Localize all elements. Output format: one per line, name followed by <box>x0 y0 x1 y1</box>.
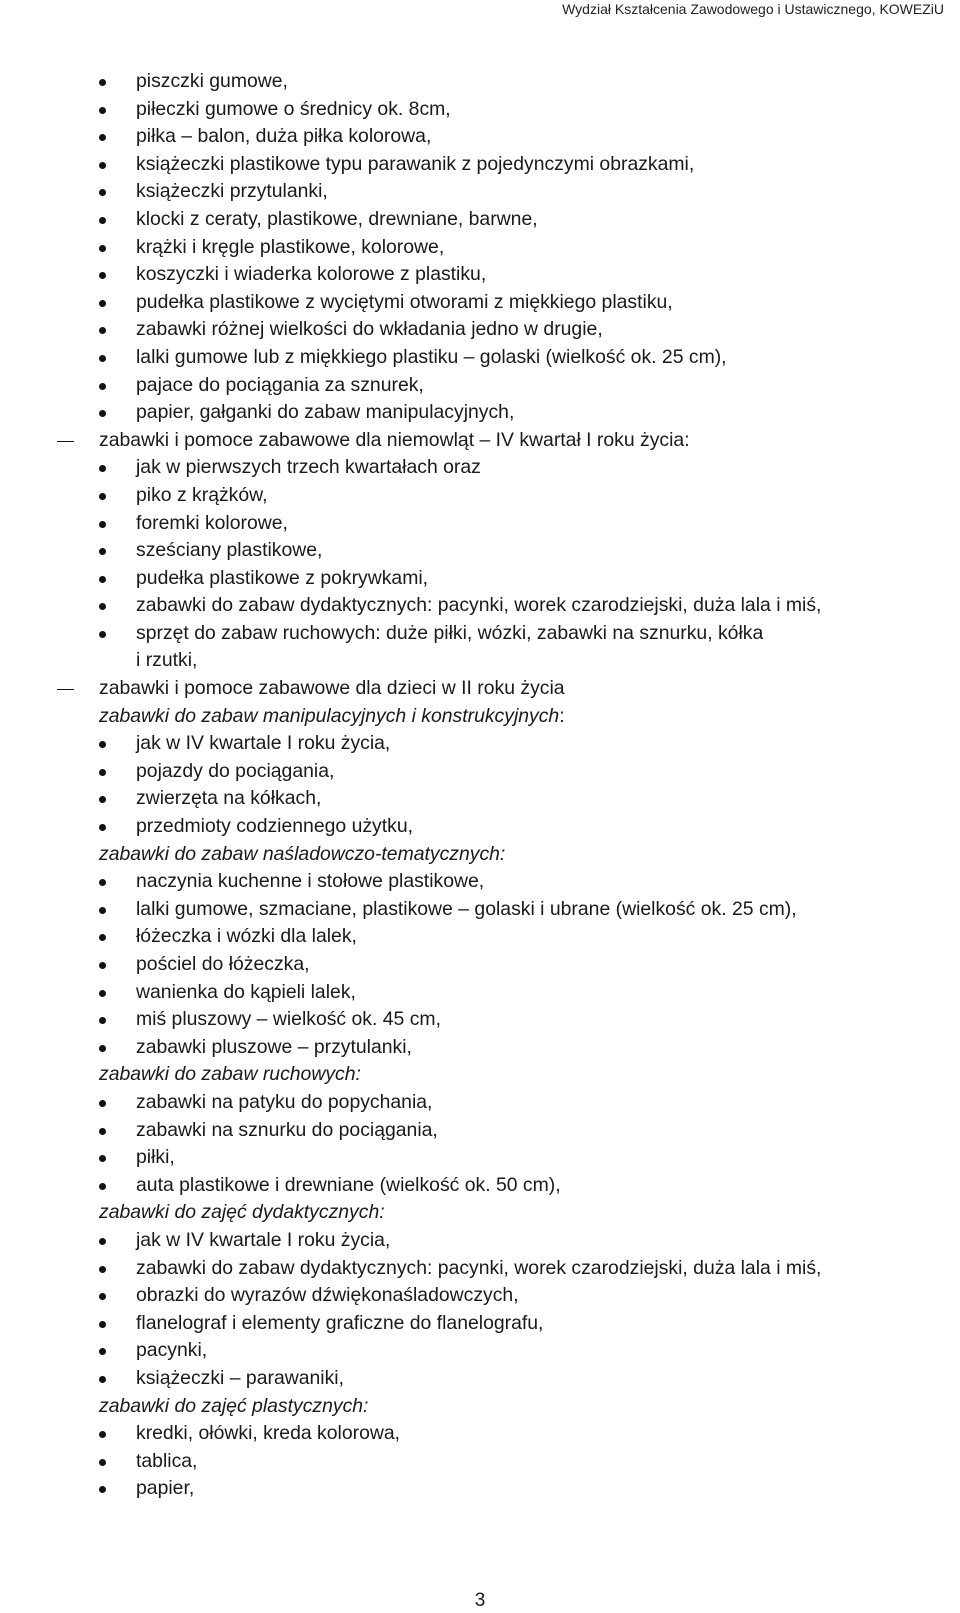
document-body <box>0 68 960 1503</box>
line-text: książeczki przytulanki, <box>136 180 328 203</box>
bullet-item <box>0 289 960 317</box>
bullet-item <box>0 1420 960 1448</box>
bullet-icon <box>99 769 106 776</box>
dash-item <box>0 675 960 703</box>
bullet-item <box>0 206 960 234</box>
bullet-item <box>0 372 960 400</box>
bullet-icon <box>99 1238 106 1245</box>
bullet-item <box>0 758 960 786</box>
bullet-item <box>0 234 960 262</box>
bullet-item <box>0 1089 960 1117</box>
bullet-item <box>0 510 960 538</box>
bullet-item <box>0 868 960 896</box>
page-number: 3 <box>474 1590 486 1611</box>
bullet-icon <box>99 1183 106 1190</box>
bullet-item <box>0 730 960 758</box>
bullet-item <box>0 399 960 427</box>
subheading <box>0 703 960 731</box>
line-text: piłka – balon, duża piłka kolorowa, <box>136 125 432 148</box>
bullet-icon <box>99 1293 106 1300</box>
bullet-icon <box>99 410 106 417</box>
line-text: pudełka plastikowe z pokrywkami, <box>136 566 429 589</box>
bullet-item <box>0 979 960 1007</box>
bullet-item <box>0 1475 960 1503</box>
bullet-icon <box>99 300 106 307</box>
bullet-icon <box>99 134 106 141</box>
bullet-item <box>0 344 960 372</box>
bullet-item <box>0 1365 960 1393</box>
bullet-icon <box>99 1266 106 1273</box>
line-suffix: : <box>559 704 565 727</box>
line-text: sprzęt do zabaw ruchowych: duże piłki, wózki, zabawki na sznurku, kółka <box>136 621 764 644</box>
bullet-item <box>0 785 960 813</box>
line-text: piszczki gumowe, <box>136 70 288 92</box>
subheading <box>0 1199 960 1227</box>
line-text: i rzutki, <box>136 649 198 672</box>
continuation-line <box>0 647 960 675</box>
line-text: naczynia kuchenne i stołowe plastikowe, <box>136 870 485 893</box>
bullet-icon <box>99 1431 106 1438</box>
bullet-item <box>0 1448 960 1476</box>
bullet-icon <box>99 272 106 279</box>
line-text: zabawki na patyku do popychania, <box>136 1090 433 1113</box>
bullet-item <box>0 261 960 289</box>
bullet-item <box>0 178 960 206</box>
bullet-icon <box>99 1348 106 1355</box>
line-text: lalki gumowe, szmaciane, plastikowe – golaski i ubrane (wielkość ok. 25 cm), <box>136 897 797 920</box>
bullet-icon <box>99 548 106 555</box>
line-text: foremki kolorowe, <box>136 511 288 534</box>
bullet-item <box>0 316 960 344</box>
bullet-icon <box>99 907 106 914</box>
line-text: zabawki do zabaw dydaktycznych: pacynki, worek czarodziejski, duża lala i miś, <box>136 594 822 617</box>
bullet-item <box>0 537 960 565</box>
bullet-icon <box>99 1100 106 1107</box>
bullet-icon <box>99 824 106 831</box>
bullet-icon <box>99 879 106 886</box>
dash-icon <box>57 441 74 442</box>
bullet-icon <box>99 1045 106 1052</box>
dash-item <box>0 427 960 455</box>
bullet-icon <box>99 383 106 390</box>
bullet-icon <box>99 741 106 748</box>
line-text: zabawki i pomoce zabawowe dla niemowląt – IV kwartał I roku życia: <box>99 428 690 451</box>
line-text: zabawki różnej wielkości do wkładania jedno w drugie, <box>136 318 603 341</box>
line-text: pajace do pociągania za sznurek, <box>136 373 424 396</box>
bullet-icon <box>99 355 106 362</box>
bullet-icon <box>99 521 106 528</box>
bullet-icon <box>99 245 106 252</box>
line-text: obrazki do wyrazów dźwiękonaśladowczych, <box>136 1284 519 1307</box>
bullet-icon <box>99 603 106 610</box>
bullet-item <box>0 151 960 179</box>
line-text: flanelograf i elementy graficzne do flanelografu, <box>136 1311 544 1334</box>
subheading <box>0 1061 960 1089</box>
line-text: miś pluszowy – wielkość ok. 45 cm, <box>136 1008 441 1031</box>
line-text: pościel do łóżeczka, <box>136 953 310 975</box>
bullet-item <box>0 1172 960 1200</box>
bullet-icon <box>99 1155 106 1162</box>
bullet-icon <box>99 79 106 86</box>
bullet-item <box>0 1337 960 1365</box>
bullet-item <box>0 1117 960 1145</box>
bullet-icon <box>99 631 106 638</box>
bullet-icon <box>99 1017 106 1024</box>
running-header: Wydział Kształcenia Zawodowego i Ustawicznego, KOWEZiU <box>562 1 944 17</box>
line-text: pojazdy do pociągania, <box>136 759 335 782</box>
line-text: kredki, ołówki, kreda kolorowa, <box>136 1422 401 1445</box>
bullet-icon <box>99 1376 106 1383</box>
bullet-item <box>0 1006 960 1034</box>
line-text: zabawki na sznurku do pociągania, <box>136 1118 438 1141</box>
line-text: papier, gałganki do zabaw manipulacyjnych, <box>136 401 515 424</box>
line-text: zabawki pluszowe – przytulanki, <box>136 1035 412 1058</box>
bullet-item <box>0 620 960 648</box>
line-text: piko z krążków, <box>136 483 268 506</box>
line-text: pacynki, <box>136 1339 208 1362</box>
bullet-item <box>0 951 960 979</box>
bullet-icon <box>99 962 106 969</box>
bullet-icon <box>99 990 106 997</box>
line-text: jak w pierwszych trzech kwartałach oraz <box>136 456 481 479</box>
bullet-item <box>0 1310 960 1338</box>
bullet-item <box>0 123 960 151</box>
bullet-icon <box>99 796 106 803</box>
line-text: auta plastikowe i drewniane (wielkość ok. 50 cm), <box>136 1173 561 1196</box>
line-text: jak w IV kwartale I roku życia, <box>136 732 391 755</box>
line-text: zabawki do zabaw ruchowych: <box>99 1063 361 1086</box>
line-text: koszyczki i wiaderka kolorowe z plastiku, <box>136 263 487 286</box>
line-text: zabawki do zabaw naśladowczo-tematycznych: <box>99 842 506 865</box>
bullet-item <box>0 1227 960 1255</box>
bullet-item <box>0 896 960 924</box>
line-text: zabawki do zajęć dydaktycznych: <box>99 1201 385 1224</box>
line-text: łóżeczka i wózki dla lalek, <box>136 925 357 948</box>
bullet-icon <box>99 107 106 114</box>
line-text: wanienka do kąpieli lalek, <box>136 980 356 1003</box>
bullet-item <box>0 813 960 841</box>
line-text: zwierzęta na kółkach, <box>136 787 322 810</box>
line-text: zabawki do zabaw manipulacyjnych i konstrukcyjnych <box>99 704 560 727</box>
bullet-icon <box>99 217 106 224</box>
dash-icon <box>57 689 74 690</box>
line-text: lalki gumowe lub z miękkiego plastiku – golaski (wielkość ok. 25 cm), <box>136 345 727 368</box>
line-text: piłeczki gumowe o średnicy ok. 8cm, <box>136 97 451 120</box>
line-text: zabawki i pomoce zabawowe dla dzieci w II roku życia <box>99 677 565 700</box>
bullet-icon <box>99 1321 106 1328</box>
line-text: przedmioty codziennego użytku, <box>136 815 414 838</box>
line-text: książeczki – parawaniki, <box>136 1366 344 1389</box>
line-text: zabawki do zabaw dydaktycznych: pacynki, worek czarodziejski, duża lala i miś, <box>136 1256 822 1279</box>
line-text: jak w IV kwartale I roku życia, <box>136 1228 391 1251</box>
bullet-item <box>0 923 960 951</box>
bullet-item <box>0 592 960 620</box>
bullet-icon <box>99 162 106 169</box>
line-text: pudełka plastikowe z wyciętymi otworami z miękkiego plastiku, <box>136 290 673 313</box>
line-text: sześciany plastikowe, <box>136 539 323 562</box>
bullet-item <box>0 565 960 593</box>
subheading <box>0 841 960 869</box>
bullet-icon <box>99 465 106 472</box>
bullet-icon <box>99 1459 106 1466</box>
bullet-item <box>0 1282 960 1310</box>
line-text: książeczki plastikowe typu parawanik z pojedynczymi obrazkami, <box>136 152 695 175</box>
bullet-item <box>0 1144 960 1172</box>
bullet-item <box>0 1034 960 1062</box>
line-text: krążki i kręgle plastikowe, kolorowe, <box>136 235 445 258</box>
bullet-icon <box>99 1128 106 1135</box>
bullet-icon <box>99 1486 106 1493</box>
bullet-icon <box>99 327 106 334</box>
subheading <box>0 1393 960 1421</box>
bullet-item <box>0 96 960 124</box>
bullet-item <box>0 482 960 510</box>
bullet-item <box>0 68 960 96</box>
line-text: zabawki do zajęć plastycznych: <box>99 1394 369 1417</box>
bullet-icon <box>99 576 106 583</box>
line-text: tablica, <box>136 1449 198 1472</box>
bullet-icon <box>99 493 106 500</box>
line-text: papier, <box>136 1477 195 1500</box>
line-text: piłki, <box>136 1146 175 1169</box>
bullet-icon <box>99 934 106 941</box>
bullet-item <box>0 454 960 482</box>
bullet-item <box>0 1255 960 1283</box>
bullet-icon <box>99 189 106 196</box>
line-text: klocki z ceraty, plastikowe, drewniane, barwne, <box>136 207 538 230</box>
